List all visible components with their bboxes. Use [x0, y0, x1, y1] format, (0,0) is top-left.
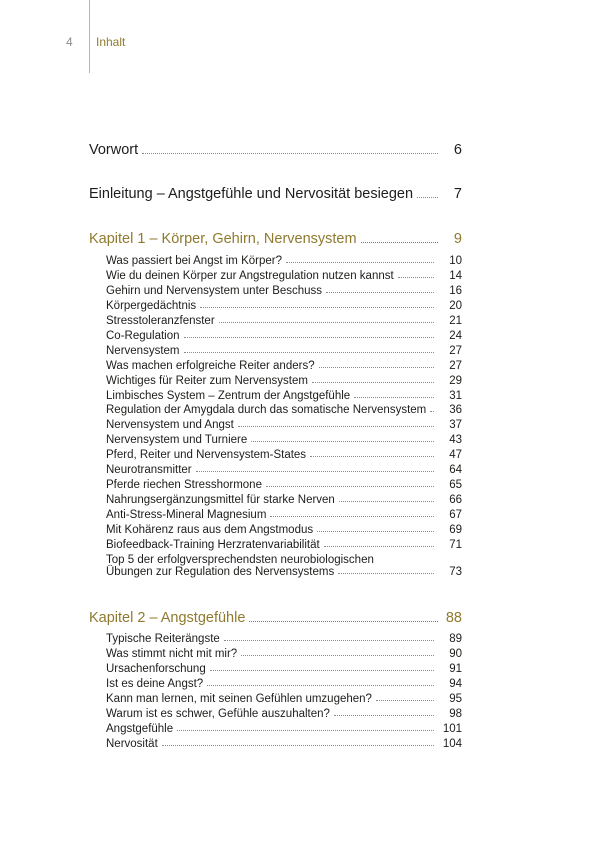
toc-item-page: 24	[449, 330, 462, 342]
dot-leader	[241, 654, 434, 656]
toc-entry-vorwort[interactable]	[89, 142, 462, 158]
dot-leader	[317, 530, 434, 532]
dot-leader	[326, 291, 434, 293]
toc-item-page: 98	[449, 708, 462, 720]
toc-item-page: 64	[449, 464, 462, 476]
toc-entry-einleitung[interactable]	[89, 186, 462, 202]
dot-leader	[430, 410, 434, 412]
dot-leader	[207, 684, 434, 686]
toc-item-label: Pferde riechen Stresshormone	[106, 479, 262, 491]
toc-item[interactable]	[106, 708, 462, 720]
toc-chapter-2[interactable]	[89, 610, 462, 626]
toc-item-page: 67	[449, 509, 462, 521]
toc-entry-label: Einleitung – Angstgefühle und Nervosität besiegen	[89, 186, 414, 202]
dot-leader	[324, 545, 434, 547]
toc-item[interactable]	[106, 434, 462, 446]
toc-item[interactable]	[106, 723, 462, 735]
toc-entry-label: Vorwort	[89, 142, 139, 158]
toc-item-label: Nervosität	[106, 738, 158, 750]
toc-item-page: 104	[442, 738, 462, 750]
toc-item[interactable]	[106, 693, 462, 705]
toc-item-label: Typische Reiterängste	[106, 633, 220, 645]
dot-leader	[142, 152, 438, 154]
toc-item-label: Kann man lernen, mit seinen Gefühlen umzugehen?	[106, 693, 372, 705]
dot-leader	[162, 744, 434, 746]
toc-item[interactable]	[106, 464, 462, 476]
toc-item-label: Biofeedback-Training Herzratenvariabilität	[106, 539, 320, 551]
dot-leader	[310, 455, 434, 457]
dot-leader	[354, 396, 434, 398]
dot-leader	[251, 440, 434, 442]
toc-item-page: 27	[449, 360, 462, 372]
dot-leader	[184, 336, 434, 338]
toc-item-page: 89	[449, 633, 462, 645]
toc-item-page: 14	[449, 270, 462, 282]
toc-item-label: Angstgefühle	[106, 723, 174, 735]
dot-leader	[286, 261, 434, 263]
toc-item-label: Wie du deinen Körper zur Angstregulation nutzen kannst	[106, 270, 394, 282]
toc-item-label: Nahrungsergänzungsmittel für starke Nerven	[106, 494, 335, 506]
toc-item-label: Ursachenforschung	[106, 663, 206, 675]
toc-item-page: 21	[449, 315, 462, 327]
toc-item-label: Körpergedächtnis	[106, 300, 197, 312]
toc-entry-page: 6	[453, 142, 462, 158]
toc-item[interactable]	[106, 509, 462, 521]
toc-item[interactable]	[106, 300, 462, 312]
toc-item-page: 29	[449, 375, 462, 387]
header-divider	[89, 0, 90, 73]
toc-item[interactable]	[106, 633, 462, 645]
toc-item-page: 66	[449, 494, 462, 506]
toc-item-page: 90	[449, 648, 462, 660]
toc-item-label: Warum ist es schwer, Gefühle auszuhalten?	[106, 708, 330, 720]
toc-item[interactable]	[106, 524, 462, 536]
toc-item[interactable]	[106, 255, 462, 267]
toc-item-page: 31	[449, 390, 462, 402]
dot-leader	[334, 714, 434, 716]
toc-item-label: Nervensystem und Angst	[106, 419, 234, 431]
toc-item[interactable]	[106, 270, 462, 282]
toc-item[interactable]	[106, 494, 462, 506]
toc-item-label: Mit Kohärenz raus aus dem Angstmodus	[106, 524, 314, 536]
dot-leader	[266, 485, 434, 487]
dot-leader	[417, 196, 438, 198]
toc-item[interactable]	[106, 449, 462, 461]
dot-leader	[249, 620, 438, 622]
dot-leader	[200, 306, 434, 308]
toc-item-label: Wichtiges für Reiter zum Nervensystem	[106, 375, 308, 387]
toc-item-page: 69	[449, 524, 462, 536]
toc-item-label: Was machen erfolgreiche Reiter anders?	[106, 360, 315, 372]
dot-leader	[339, 500, 434, 502]
toc-item-page: 37	[449, 419, 462, 431]
page-number: 4	[66, 35, 73, 49]
toc-item-page: 47	[449, 449, 462, 461]
chapter-title: Kapitel 1 – Körper, Gehirn, Nervensystem	[89, 231, 357, 247]
toc-item[interactable]	[106, 648, 462, 660]
toc-item-label: Regulation der Amygdala durch das somatische Nervensystem	[106, 404, 427, 416]
chapter-page: 88	[445, 610, 462, 626]
toc-item-page: 91	[449, 663, 462, 675]
toc-item-page: 65	[449, 479, 462, 491]
dot-leader	[312, 381, 434, 383]
dot-leader	[338, 572, 434, 574]
dot-leader	[210, 669, 434, 671]
toc-item-page: 95	[449, 693, 462, 705]
dot-leader	[270, 515, 434, 517]
toc-item-label: Co-Regulation	[106, 330, 180, 342]
dot-leader	[196, 470, 434, 472]
toc-item-page: 36	[449, 404, 462, 416]
toc-item-label: Pferd, Reiter und Nervensystem-States	[106, 449, 307, 461]
dot-leader	[177, 729, 434, 731]
toc-item-label-line1: Top 5 der erfolgversprechendsten neurobiologischen	[106, 554, 374, 566]
dot-leader	[319, 366, 434, 368]
toc-item-page: 43	[449, 434, 462, 446]
page-header	[0, 0, 600, 75]
toc-item-page: 20	[449, 300, 462, 312]
toc-item-page: 101	[442, 723, 462, 735]
toc-item[interactable]	[106, 360, 462, 372]
toc-item-page: 94	[449, 678, 462, 690]
toc-item[interactable]	[106, 479, 462, 491]
toc-chapter-1[interactable]	[89, 231, 462, 247]
toc-item-page: 10	[449, 255, 462, 267]
toc-item-label: Anti-Stress-Mineral Magnesium	[106, 509, 267, 521]
toc-item[interactable]	[106, 315, 462, 327]
toc-item-label-line2: Übungen zur Regulation des Nervensystems	[106, 566, 335, 578]
toc-entry-page: 7	[453, 186, 462, 202]
toc-item[interactable]	[106, 390, 462, 402]
toc-item-page: 71	[449, 539, 462, 551]
toc-item[interactable]	[106, 738, 462, 750]
dot-leader	[184, 351, 435, 353]
toc-item-label: Gehirn und Nervensystem unter Beschuss	[106, 285, 323, 297]
dot-leader	[361, 241, 438, 243]
toc-item-label: Neurotransmitter	[106, 464, 192, 476]
section-title: Inhalt	[96, 35, 126, 49]
toc-item[interactable]	[106, 345, 462, 357]
toc-item-label: Was passiert bei Angst im Körper?	[106, 255, 282, 267]
toc-item-label: Nervensystem und Turniere	[106, 434, 248, 446]
toc-item-label: Was stimmt nicht mit mir?	[106, 648, 238, 660]
chapter-page: 9	[453, 231, 462, 247]
toc-item[interactable]	[106, 663, 462, 675]
dot-leader	[238, 425, 434, 427]
toc-item-page: 73	[449, 566, 462, 578]
dot-leader	[219, 321, 434, 323]
toc-item-label: Ist es deine Angst?	[106, 678, 204, 690]
toc-item-label: Stresstoleranzfenster	[106, 315, 215, 327]
toc-item[interactable]	[106, 375, 462, 387]
toc-item[interactable]	[106, 330, 462, 342]
toc-item[interactable]	[106, 419, 462, 431]
toc-item-page: 27	[449, 345, 462, 357]
toc-item-page: 16	[449, 285, 462, 297]
dot-leader	[398, 276, 434, 278]
dot-leader	[224, 639, 434, 641]
toc-item[interactable]	[106, 404, 462, 416]
toc-item-label: Limbisches System – Zentrum der Angstgefühle	[106, 390, 351, 402]
dot-leader	[376, 699, 434, 701]
toc-item-label: Nervensystem	[106, 345, 180, 357]
toc-item-multiline[interactable]	[106, 554, 462, 578]
chapter-title: Kapitel 2 – Angstgefühle	[89, 610, 246, 626]
toc-item[interactable]	[106, 539, 462, 551]
toc-item[interactable]	[106, 678, 462, 690]
toc-item[interactable]	[106, 285, 462, 297]
